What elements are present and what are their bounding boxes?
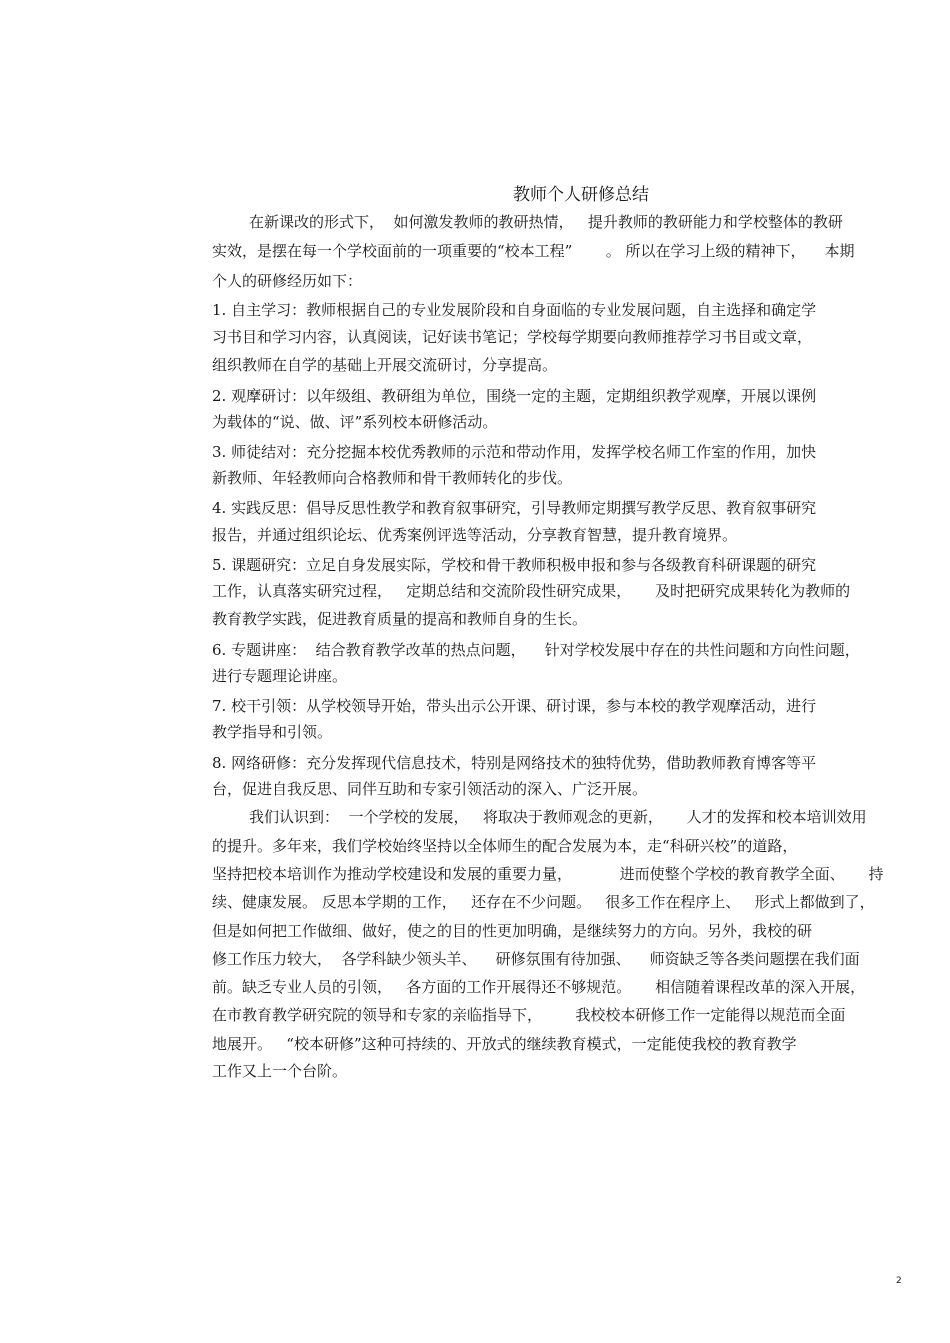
- list-item-line: 7. 校干引领：从学校领导开始，带头出示公开课、研讨课，参与本校的教学观摩活动，进行: [212, 697, 817, 715]
- paragraph-line: 工作又上一个台阶。: [212, 1062, 348, 1080]
- list-item-line: 台，促进自我反思、同伴互助和专家引领活动的深入、广泛开展。: [212, 780, 648, 798]
- list-item-line: 2. 观摩研讨：以年级组、教研组为单位，围绕一定的主题，定期组织教学观摩，开展以课例: [212, 387, 817, 405]
- paragraph-line: 在新课改的形式下， 如何激发教师的教研热情， 提升教师的教研能力和学校整体的教研: [249, 213, 843, 231]
- paragraph-line: 个人的研修经历如下：: [212, 272, 363, 290]
- list-item-line: 3. 师徒结对：充分挖掘本校优秀教师的示范和带动作用，发挥学校名师工作室的作用，加快: [212, 443, 817, 461]
- list-item-line: 为载体的“说、做、评”系列校本研修活动。: [212, 413, 498, 431]
- paragraph-line: 的提升。多年来，我们学校始终坚持以全体师生的配合发展为本，走“科研兴校”的道路，: [212, 837, 798, 855]
- document-title: 教师个人研修总结: [513, 185, 649, 205]
- list-item-line: 工作，认真落实研究过程， 定期总结和交流阶段性研究成果， 及时把研究成果转化为教师的: [212, 582, 851, 600]
- paragraph-line: 坚持把校本培训作为推动学校建设和发展的重要力量， 进而使整个学校的教育教学全面、 持: [212, 865, 884, 883]
- paragraph-line: 续、健康发展。 反思本学期的工作， 还存在不少问题。 很多工作在程序上、 形式上都做到了，: [212, 893, 875, 911]
- paragraph-line: 在市教育教学研究院的领导和专家的亲临指导下， 我校校本研修工作一定能得以规范而全面: [212, 1006, 846, 1024]
- paragraph-line: 实效，是摆在每一个学校面前的一项重要的“校本工程” 。 所以在学习上级的精神下， 本期: [212, 242, 855, 260]
- page-number: 2: [896, 1276, 902, 1286]
- list-item-line: 教学指导和引领。: [212, 723, 333, 741]
- list-item-line: 新教师、年轻教师向合格教师和骨干教师转化的步伐。: [212, 469, 573, 487]
- list-item-line: 5. 课题研究：立足自身发展实际，学校和骨干教师积极申报和参与各级教育科研课题的研究: [212, 556, 817, 574]
- paragraph-line: 我们认识到： 一个学校的发展， 将取决于教师观念的更新， 人才的发挥和校本培训效用: [249, 808, 867, 826]
- list-item-line: 进行专题理论讲座。: [212, 667, 348, 685]
- list-item-line: 4. 实践反思：倡导反思性教学和教育叙事研究，引导教师定期撰写教学反思、教育叙事研究: [212, 499, 817, 517]
- list-item-line: 教育教学实践，促进教育质量的提高和教师自身的生长。: [212, 610, 588, 628]
- paragraph-line: 但是如何把工作做细、做好，使之的目的性更加明确，是继续努力的方向。另外，我校的研: [212, 922, 813, 940]
- paragraph-line: 地展开。 “校本研修”这种可持续的、开放式的继续教育模式，一定能使我校的教育教学: [212, 1035, 797, 1053]
- list-item-line: 习书目和学习内容，认真阅读，记好读书笔记；学校每学期要向教师推荐学习书目或文章，: [212, 328, 813, 346]
- list-item-line: 1. 自主学习：教师根据自己的专业发展阶段和自身面临的专业发展问题，自主选择和确定学: [212, 301, 817, 319]
- list-item-line: 6. 专题讲座： 结合教育教学改革的热点问题， 针对学校发展中存在的共性问题和方向性问题，: [212, 641, 860, 659]
- list-item-line: 8. 网络研修：充分发挥现代信息技术，特别是网络技术的独特优势，借助教师教育博客等平: [212, 754, 817, 772]
- paragraph-line: 前。缺乏专业人员的引领， 各方面的工作开展得还不够规范。 相信随着课程改革的深入开展，: [212, 978, 866, 996]
- list-item-line: 组织教师在自学的基础上开展交流研讨，分享提高。: [212, 356, 558, 374]
- list-item-line: 报告，并通过组织论坛、优秀案例评选等活动，分享教育智慧，提升教育境界。: [212, 526, 738, 544]
- paragraph-line: 修工作压力较大， 各学科缺少领头羊、 研修氛围有待加强、 师资缺乏等各类问题摆在我们面: [212, 950, 860, 968]
